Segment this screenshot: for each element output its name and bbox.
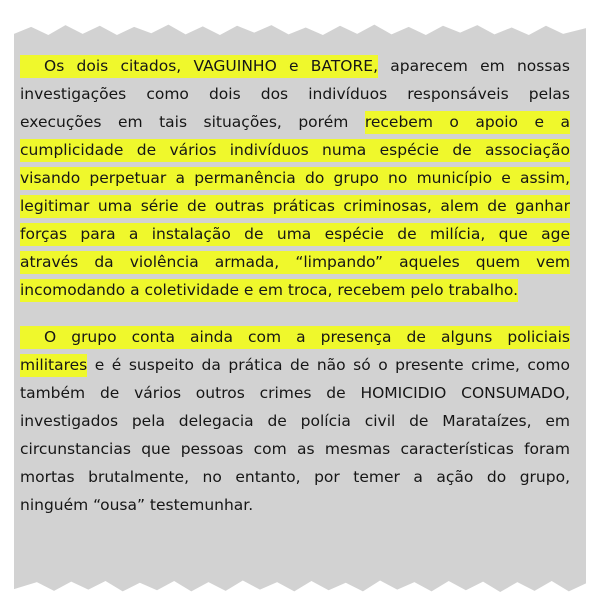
paragraph-1-line-8 <box>20 248 570 276</box>
paragraph-2-line-5 <box>20 435 570 463</box>
highlighted-text: legitimar uma série de outras práticas criminosas, alem de ganhar <box>20 195 570 218</box>
highlighted-text: Os dois citados, VAGUINHO e BATORE, <box>20 55 378 78</box>
paragraph-1-line-5 <box>20 164 570 192</box>
plain-text: execuções em tais situações, porém <box>20 113 365 131</box>
plain-text: circunstancias que pessoas com as mesmas características foram <box>20 440 570 458</box>
highlighted-text: cumplicidade de vários indivíduos numa espécie de associação <box>20 139 570 162</box>
paragraph-2-line-6 <box>20 463 570 491</box>
paragraph-1-line-3 <box>20 108 570 136</box>
plain-text: investigações como dois dos indivíduos responsáveis pelas <box>20 85 570 103</box>
paragraph-1-line-4 <box>20 136 570 164</box>
plain-text: aparecem em nossas <box>378 57 570 75</box>
plain-text: também de vários outros crimes de HOMICIDIO CONSUMADO, <box>20 384 570 402</box>
plain-text: e é suspeito da prática de não só o presente crime, como <box>87 356 570 374</box>
highlighted-text: forças para a instalação de uma espécie de milícia, que age <box>20 223 570 246</box>
paragraph-1-line-6 <box>20 192 570 220</box>
highlighted-text: recebem o apoio e a <box>365 111 570 134</box>
paragraph-2-line-7 <box>20 491 570 519</box>
paragraph-1-line-7 <box>20 220 570 248</box>
paragraph-2-line-1 <box>20 323 570 351</box>
highlighted-text: incomodando a coletividade e em troca, recebem pelo trabalho. <box>20 279 518 302</box>
highlighted-text: militares <box>20 354 87 377</box>
paragraph-1-line-9 <box>20 276 570 304</box>
plain-text: ninguém “ousa” testemunhar. <box>20 496 254 514</box>
paragraph-1-line-1 <box>20 52 570 80</box>
highlighted-text: visando perpetuar a permanência do grupo no município e assim, <box>20 167 570 190</box>
paragraph-2-line-3 <box>20 379 570 407</box>
highlighted-text: através da violência armada, “limpando” aqueles quem vem <box>20 251 570 274</box>
highlighted-text: O grupo conta ainda com a presença de alguns policiais <box>20 326 570 349</box>
paragraph-1 <box>20 52 570 304</box>
paragraph-1-line-2 <box>20 80 570 108</box>
paragraph-2-line-2 <box>20 351 570 379</box>
paragraph-2 <box>20 323 570 519</box>
plain-text: investigados pela delegacia de polícia civil de Marataízes, em <box>20 412 570 430</box>
paragraph-2-line-4 <box>20 407 570 435</box>
plain-text: mortas brutalmente, no entanto, por temer a ação do grupo, <box>20 468 570 486</box>
